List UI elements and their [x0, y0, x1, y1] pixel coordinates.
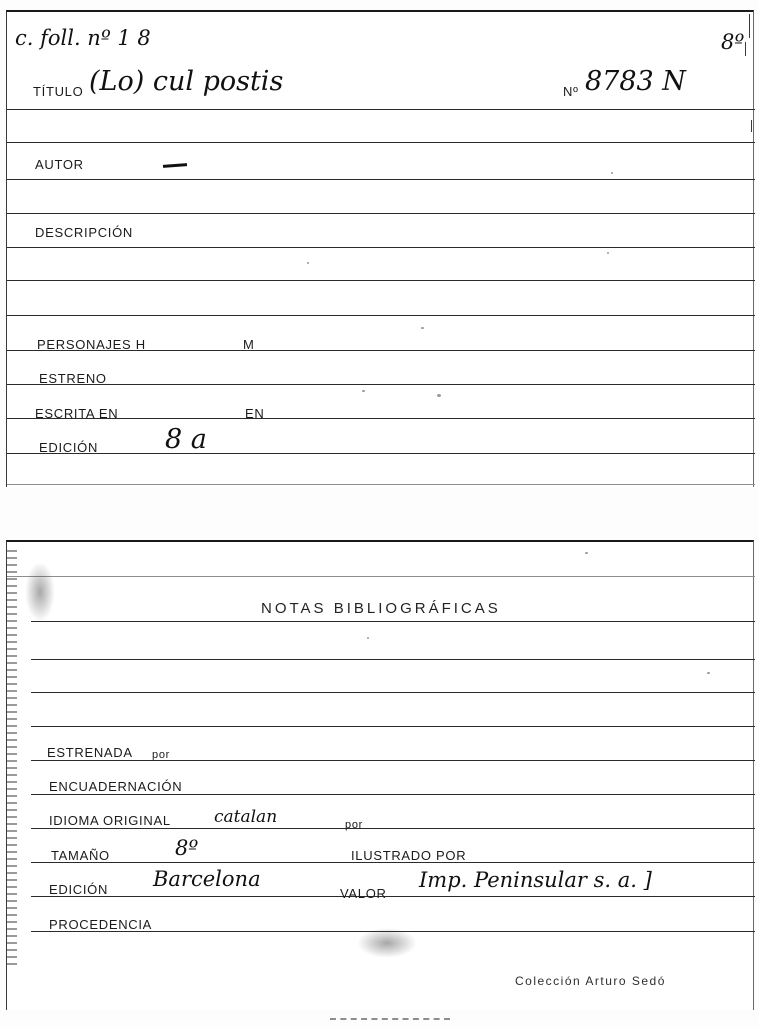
scan-speck — [367, 637, 369, 639]
scan-speck — [607, 252, 609, 254]
rule-line — [7, 247, 755, 248]
field-value-numero: 8783 N — [585, 66, 686, 97]
field-label-descripcion: DESCRIPCIÓN — [35, 225, 133, 240]
rule-line — [31, 896, 755, 897]
field-value-valor: Imp. Peninsular s. a. ] — [419, 868, 652, 892]
scan-speck — [307, 262, 309, 264]
bottom-index-card — [6, 540, 754, 1010]
edge-mark — [745, 42, 746, 56]
field-label-procedencia: PROCEDENCIA — [49, 917, 153, 932]
rule-line — [7, 213, 755, 214]
field-label-personajes-m: M — [243, 337, 255, 352]
field-value-edicion-bottom: Barcelona — [153, 867, 261, 891]
field-label-edicion: EDICIÓN — [39, 440, 99, 455]
field-label-personajes: PERSONAJES H — [37, 337, 146, 352]
field-value-idioma-original: catalan — [214, 807, 278, 827]
field-label-ilustrado-por: ILUSTRADO POR — [351, 848, 467, 863]
field-label-estrenada: ESTRENADA — [47, 745, 133, 760]
rule-line — [31, 760, 755, 761]
rule-line — [31, 659, 755, 660]
field-label-en: EN — [245, 406, 265, 421]
scan-speck — [362, 390, 365, 392]
rule-line — [7, 384, 755, 385]
handwritten-size-note: 8º — [721, 30, 745, 54]
rule-line — [7, 280, 755, 281]
field-label-tamano: TAMAÑO — [51, 848, 110, 863]
field-label-valor: VALOR — [340, 886, 387, 901]
scan-edge-artifact — [330, 1018, 450, 1020]
field-label-encuadernacion: ENCUADERNACIÓN — [49, 779, 183, 794]
rule-line — [7, 453, 755, 454]
rule-line — [31, 726, 755, 727]
field-value-titulo: (Lo) cul postis — [89, 66, 284, 97]
field-label-estrenada-por: por — [152, 749, 170, 761]
field-label-autor: AUTOR — [35, 157, 84, 172]
scan-smudge — [357, 928, 417, 958]
rule-line — [7, 179, 755, 180]
field-label-estreno: ESTRENO — [39, 371, 107, 386]
field-label-edicion-bottom: EDICIÓN — [49, 882, 109, 897]
field-label-idioma-por: por — [345, 819, 363, 831]
edge-mark — [751, 120, 752, 132]
field-value-tamano: 8º — [175, 836, 199, 860]
rule-line — [7, 418, 755, 419]
scan-smudge — [25, 562, 55, 622]
scan-speck — [611, 172, 613, 174]
scan-speck — [585, 552, 588, 554]
rule-line — [7, 576, 755, 577]
rule-line — [7, 142, 755, 143]
rule-line — [31, 828, 755, 829]
top-index-card — [6, 10, 754, 487]
rule-line — [31, 621, 755, 622]
field-label-numero: Nº — [563, 84, 579, 99]
scan-speck — [421, 327, 424, 329]
handwritten-catalog-note: c. foll. nº 1 8 — [15, 26, 151, 50]
section-heading-notas-bibliograficas: NOTAS BIBLIOGRÁFICAS — [261, 600, 501, 617]
collection-credit: Colección Arturo Sedó — [515, 974, 666, 988]
field-value-edicion: 8 a — [165, 424, 207, 455]
rule-line — [31, 794, 755, 795]
field-label-idioma-original: IDIOMA ORIGINAL — [49, 813, 171, 828]
field-label-titulo: TÍTULO — [33, 84, 84, 99]
rule-line — [31, 692, 755, 693]
scan-speck — [707, 672, 710, 674]
field-label-escrita-en: ESCRITA EN — [35, 406, 119, 421]
rule-line — [7, 109, 755, 110]
rule-line — [7, 484, 755, 485]
edge-mark — [749, 14, 750, 38]
rule-line — [7, 315, 755, 316]
scan-edge-noise — [7, 550, 17, 970]
scan-speck — [437, 394, 441, 397]
field-value-autor-dash — [163, 163, 187, 168]
